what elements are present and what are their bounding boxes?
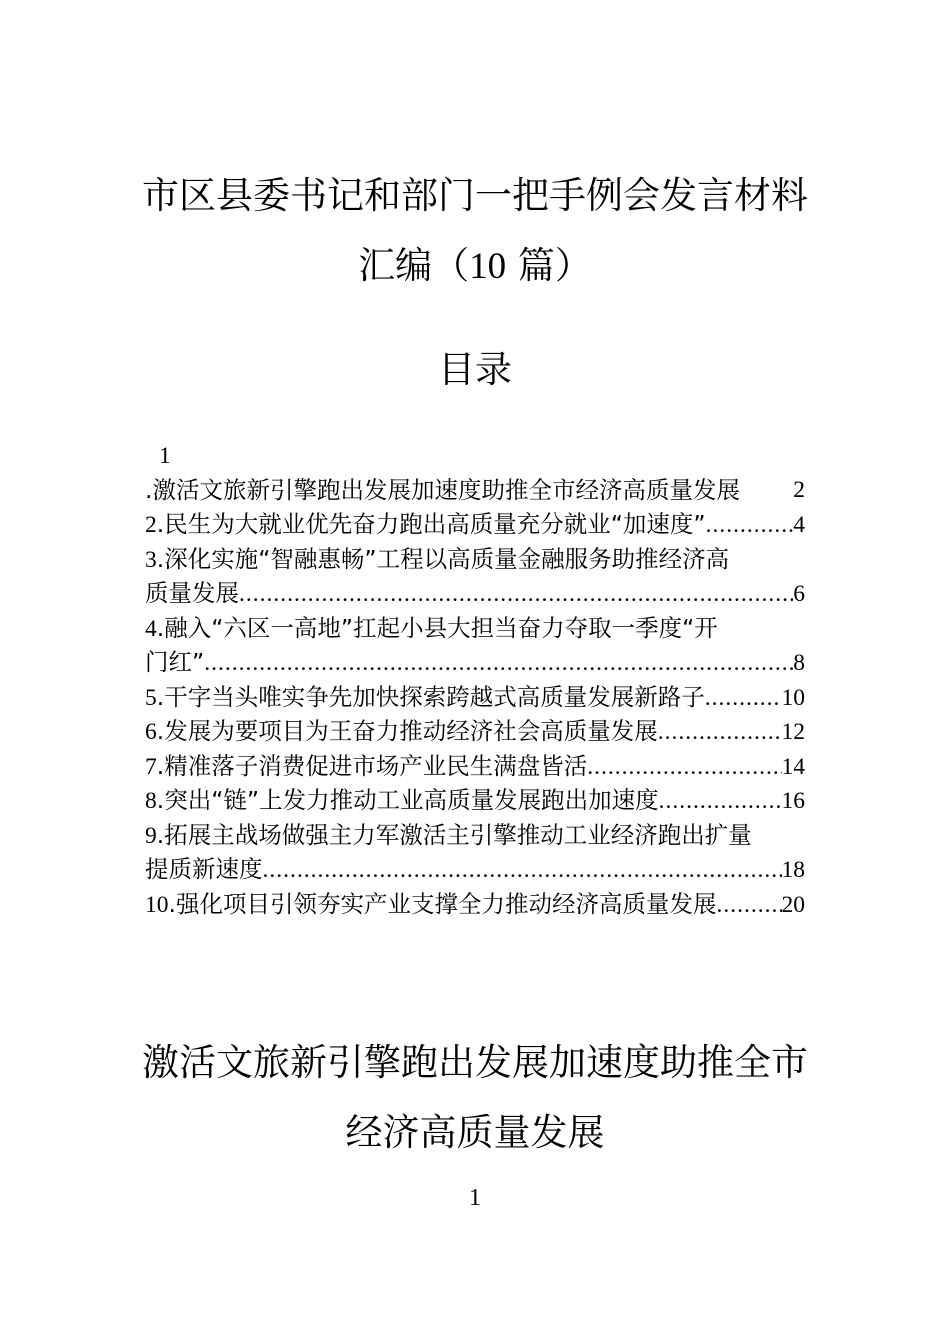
toc-item-3-line2[interactable]: [145, 576, 805, 611]
toc-item-5[interactable]: [145, 680, 805, 715]
toc-item-text: 提质新速度: [145, 855, 263, 883]
toc-item-text: 门红”: [145, 648, 205, 676]
toc-item-text: .强化项目引领夯实产业支撑全力推动经济高质量发展: [168, 889, 717, 918]
toc-leader-dots: [587, 750, 781, 784]
toc-item-number: 10: [145, 891, 169, 918]
toc-item-4-line2[interactable]: [145, 645, 805, 680]
toc-item-text: .发展为要项目为王奋力推动经济社会高质量发展: [156, 717, 658, 745]
toc-item-page: 12: [781, 719, 805, 745]
toc-item-text: .干字当头唯实争先加快探索跨越式高质量发展新路子: [156, 682, 705, 711]
toc-item-page: 14: [781, 753, 805, 780]
toc-leader-dots: [204, 646, 793, 680]
toc-leader-dots: [263, 853, 782, 887]
toc-item-7[interactable]: [145, 749, 805, 784]
toc-item-number: 4: [145, 615, 157, 642]
toc-item-number: 2: [145, 512, 157, 538]
toc-item-number: 5: [145, 684, 157, 711]
title-count: 10: [469, 246, 507, 287]
toc-item-text: .民生为大就业优先奋力跑出高质量充分就业“加速度”: [156, 510, 706, 538]
toc-item-number: 6: [145, 719, 157, 745]
toc-item-page: 18: [781, 857, 805, 883]
toc-item-number: 8: [145, 788, 157, 814]
toc-item-4-line1[interactable]: [145, 611, 805, 646]
section-title-line1: 激活文旅新引擎跑出发展加速度助推全市: [142, 1041, 808, 1084]
toc-item-10[interactable]: [145, 887, 805, 922]
toc-item-text: .精准落子消费促进市场产业民生满盘皆活: [156, 751, 588, 780]
toc-leader-dots: [705, 681, 782, 715]
toc-leader-dots: [659, 784, 782, 818]
toc-item-number: 3: [145, 546, 157, 573]
toc-item-9-line1[interactable]: [145, 818, 805, 853]
toc-item-page: 10: [781, 684, 805, 711]
page-number: 1: [469, 1185, 481, 1211]
toc-leader-dots: [706, 508, 794, 542]
toc-item-8[interactable]: [145, 783, 805, 818]
toc-item-text: .深化实施“智融惠畅”工程以高质量金融服务助推经济高: [156, 544, 730, 573]
title-prefix: 汇编（: [358, 244, 470, 287]
toc-item-1[interactable]: [145, 473, 805, 508]
toc-item-text: .拓展主战场做强主力军激活主引擎推动工业经济跑出扩量: [156, 820, 752, 849]
toc-item-3-line1[interactable]: [145, 542, 805, 577]
toc-item-page: 6: [793, 581, 805, 607]
toc-item-text: 质量发展: [145, 579, 239, 607]
toc-item-1-number: 1: [159, 443, 171, 469]
toc-heading: 目录: [438, 348, 512, 391]
toc-item-9-line2[interactable]: [145, 852, 805, 887]
toc-item-6[interactable]: [145, 714, 805, 749]
toc-leader-dots: [716, 888, 781, 922]
document-title-line2: [0, 236, 950, 297]
toc-item-2[interactable]: [145, 507, 805, 542]
toc-item-number: 9: [145, 822, 157, 849]
toc-item-text: .激活文旅新引擎跑出发展加速度助推全市经济高质量发展: [145, 475, 740, 504]
toc-item-text: .融入“六区一高地”扛起小县大担当奋力夺取一季度“开: [156, 613, 718, 642]
table-of-contents: [145, 438, 805, 921]
toc-leader-dots: [239, 577, 793, 611]
toc-item-page: 8: [793, 650, 805, 676]
section-title-line2: 经济高质量发展: [345, 1111, 605, 1154]
toc-item-number: 7: [145, 753, 157, 780]
title-suffix: 篇）: [506, 244, 592, 287]
toc-item-text: .突出“链”上发力推动工业高质量发展跑出加速度: [156, 786, 659, 814]
toc-leader-dots: [658, 715, 782, 749]
toc-item-page: 16: [781, 788, 805, 814]
toc-item-page: 4: [793, 512, 805, 538]
document-title-line1: 市区县委书记和部门一把手例会发言材料: [142, 174, 808, 217]
toc-item-page: 20: [781, 891, 805, 918]
toc-item-page: 2: [793, 476, 805, 503]
